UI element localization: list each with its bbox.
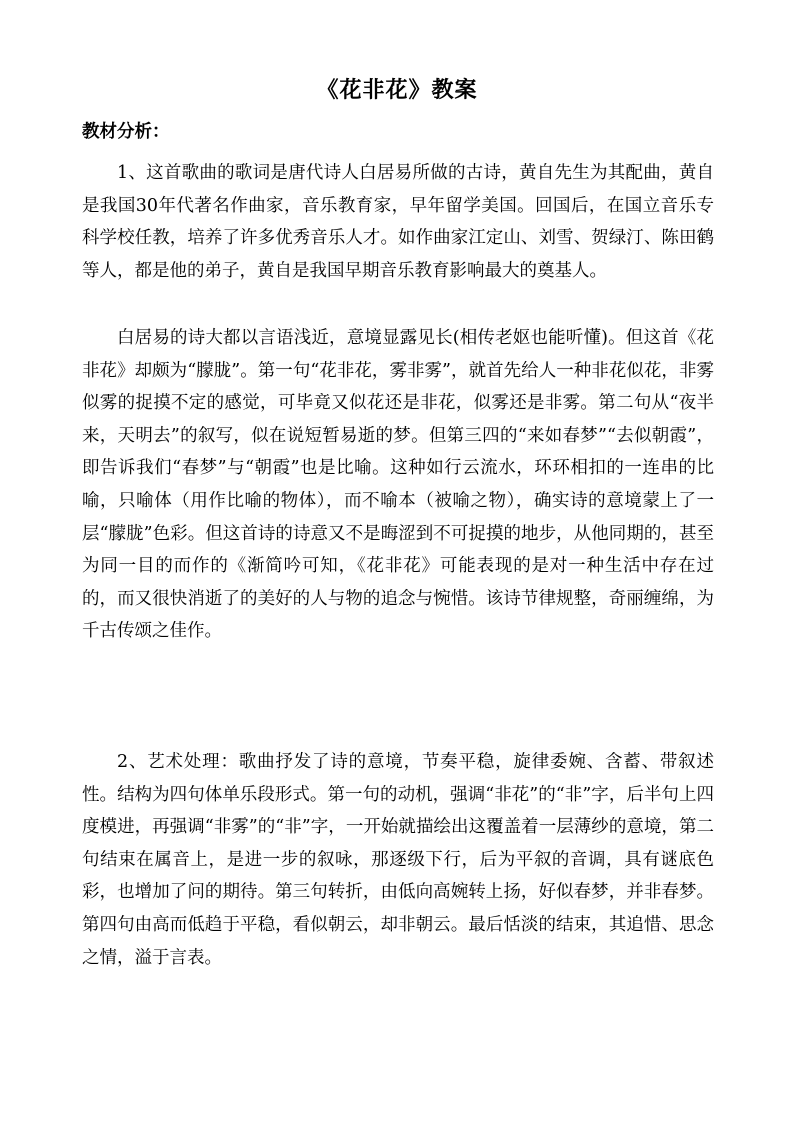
paragraph-background: 1、这首歌曲的歌词是唐代诗人白居易所做的古诗，黄自先生为其配曲，黄自是我国30年代著名作曲家，音乐教育家，早年留学美国。回国后，在国立音乐专科学校任教，培养了许多优秀音乐人才。如作曲家江定山、刘雪、贺绿汀、陈田鹤等人，都是他的弟子，黄自是我国早期音乐教育影响最大的奠基人。 [82, 163, 714, 281]
paragraph-poem-analysis: 白居易的诗大都以言语浅近，意境显露见长(相传老妪也能听懂)。但这首《花非花》却颇为“朦胧”。第一句“花非花，雾非雾”，就首先给人一种非花似花，非雾似雾的捉摸不定的感觉，可毕竟又似花还是非花，似雾还是非雾。第二句从“夜半来，天明去”的叙写，似在说短暂易逝的梦。但第三四的“来如春梦”“去似朝霞”，即告诉我们“春梦”与“朝霞”也是比喻。这种如行云流水，环环相扣的一连串的比喻，只喻体（用作比喻的物体），而不喻本（被喻之物），确实诗的意境蒙上了一层“朦胧”色彩。但这首诗的诗意又不是晦涩到不可捉摸的地步，从他同期的，甚至为同一目的而作的《渐简吟可知，《花非花》可能表现的是对一种生活中存在过的，而又很快消逝了的美好的人与物的追念与惋惜。该诗节律规整，奇丽缠绵，为千古传颂之佳作。 [82, 328, 714, 642]
paragraph-artistic-treatment: 2、艺术处理：歌曲抒发了诗的意境，节奏平稳，旋律委婉、含蓄、带叙述性。结构为四句体单乐段形式。第一句的动机，强调“非花”的“非”字，后半句上四度模进，再强调“非雾”的“非”字，一开始就描绘出这覆盖着一层薄纱的意境，第二句结束在属音上，是进一步的叙咏，那逐级下行，后为平叙的音调，具有谜底色彩，也增加了问的期待。第三句转折，由低向高婉转上扬，好似春梦，并非春梦。第四句由高而低趋于平稳，看似朝云，却非朝云。最后恬淡的结束，其追惜、思念之情，溢于言表。 [82, 752, 714, 968]
document-title: 《花非花》教案 [316, 77, 478, 103]
section-heading: 教材分析： [82, 122, 170, 142]
